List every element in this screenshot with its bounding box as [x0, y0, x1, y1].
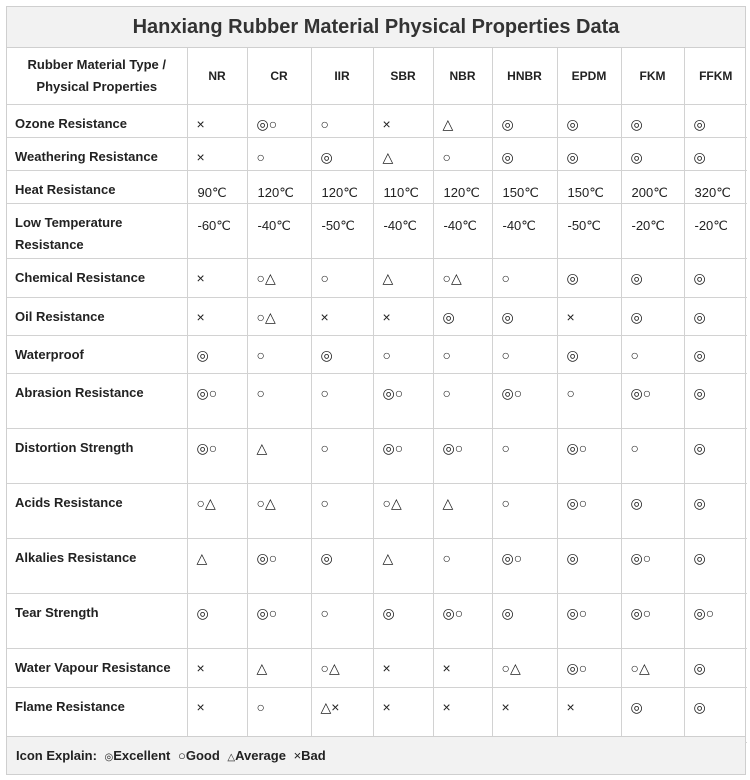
rating-cell: ○	[492, 483, 557, 538]
rating-cell: ○	[492, 428, 557, 483]
rating-cell: ×	[187, 297, 247, 335]
rating-cell: ◎	[684, 258, 747, 297]
material-header: NBR	[433, 48, 492, 104]
rating-cell: ◎	[373, 593, 433, 648]
table-row	[7, 137, 747, 170]
properties-table-card	[6, 6, 746, 775]
rating-cell: ◎	[433, 297, 492, 335]
table-row	[7, 483, 747, 538]
property-label: Waterproof	[7, 335, 187, 373]
rating-cell: ◎	[684, 483, 747, 538]
rating-cell: ○	[311, 483, 373, 538]
rating-cell: ◎○	[187, 428, 247, 483]
rating-cell: ◎	[492, 104, 557, 137]
rating-cell: ×	[557, 687, 621, 742]
rating-cell: ◎	[684, 648, 747, 687]
property-label: Alkalies Resistance	[7, 538, 187, 593]
rating-cell: ×	[187, 687, 247, 742]
rating-cell: ◎	[684, 687, 747, 742]
rating-cell: ○	[311, 373, 373, 428]
rating-cell: ◎○	[621, 538, 684, 593]
rating-cell: ○	[311, 428, 373, 483]
legend-bad: ×Bad	[293, 748, 326, 763]
rating-cell: ×	[187, 258, 247, 297]
rating-cell: ◎	[492, 297, 557, 335]
rating-cell: ◎○	[433, 593, 492, 648]
rating-cell: ◎○	[557, 593, 621, 648]
rating-cell: ×	[557, 297, 621, 335]
rating-cell: ◎○	[247, 593, 311, 648]
rating-cell: ◎	[684, 104, 747, 137]
property-label: Low Temperature Resistance	[7, 203, 187, 258]
rating-cell: △	[433, 104, 492, 137]
properties-table	[7, 48, 747, 743]
rating-cell: ◎	[621, 687, 684, 742]
table-row	[7, 428, 747, 483]
property-label: Water Vapour Resistance	[7, 648, 187, 687]
legend-excellent: ◎Excellent	[104, 748, 171, 763]
rating-cell: ×	[187, 137, 247, 170]
material-header: FKM	[621, 48, 684, 104]
rating-cell: 120℃	[311, 170, 373, 203]
legend-label: Icon Explain:	[16, 748, 97, 763]
table-row	[7, 648, 747, 687]
rating-cell: ×	[433, 687, 492, 742]
rating-cell: ◎	[492, 593, 557, 648]
rating-cell: ○△	[621, 648, 684, 687]
rating-cell: ◎	[684, 297, 747, 335]
rating-cell: ◎○	[247, 538, 311, 593]
property-label: Heat Resistance	[7, 170, 187, 203]
rating-cell: ○	[311, 258, 373, 297]
rating-cell: ○	[433, 538, 492, 593]
rating-cell: ×	[373, 648, 433, 687]
rating-cell: 120℃	[247, 170, 311, 203]
rating-cell: ◎	[684, 137, 747, 170]
good-icon: ○	[177, 748, 186, 763]
rating-cell: -40℃	[373, 203, 433, 258]
rating-cell: ○	[621, 335, 684, 373]
table-row	[7, 687, 747, 742]
rating-cell: ○	[247, 137, 311, 170]
rating-cell: ○	[433, 373, 492, 428]
rating-cell: ◎○	[621, 373, 684, 428]
rating-cell: ◎	[557, 258, 621, 297]
table-row	[7, 104, 747, 137]
property-label: Flame Resistance	[7, 687, 187, 742]
rating-cell: -40℃	[247, 203, 311, 258]
rating-cell: -20℃	[684, 203, 747, 258]
rating-cell: ○	[433, 137, 492, 170]
rating-cell: -40℃	[492, 203, 557, 258]
rating-cell: ○	[311, 104, 373, 137]
rating-cell: ×	[492, 687, 557, 742]
rating-cell: ×	[187, 104, 247, 137]
rating-cell: ○△	[187, 483, 247, 538]
rating-cell: ×	[187, 648, 247, 687]
rating-cell: ◎	[311, 538, 373, 593]
rating-cell: ◎	[621, 258, 684, 297]
rating-cell: ○	[247, 335, 311, 373]
rating-cell: ○	[311, 593, 373, 648]
table-row	[7, 297, 747, 335]
rating-cell: ○△	[311, 648, 373, 687]
excellent-icon: ◎	[104, 752, 114, 763]
rating-cell: ○△	[373, 483, 433, 538]
legend-good: ○Good	[177, 748, 220, 763]
rating-cell: ○	[557, 373, 621, 428]
rating-cell: ○	[621, 428, 684, 483]
rating-cell: ◎	[684, 335, 747, 373]
rating-cell: △	[373, 258, 433, 297]
material-header: FFKM	[684, 48, 747, 104]
bad-icon: ×	[293, 748, 302, 763]
rating-cell: ○	[492, 335, 557, 373]
rating-cell: ◎○	[433, 428, 492, 483]
rating-cell: ◎○	[492, 373, 557, 428]
rating-cell: ○△	[247, 258, 311, 297]
rating-cell: ×	[311, 297, 373, 335]
property-label: Weathering Resistance	[7, 137, 187, 170]
rating-cell: ○△	[247, 483, 311, 538]
rating-cell: ◎	[621, 137, 684, 170]
rating-cell: -20℃	[621, 203, 684, 258]
rating-cell: ○	[247, 687, 311, 742]
table-row	[7, 170, 747, 203]
rating-cell: ◎○	[557, 483, 621, 538]
rating-cell: ◎○	[187, 373, 247, 428]
rating-cell: 320℃	[684, 170, 747, 203]
rating-cell: ○	[247, 373, 311, 428]
material-header: EPDM	[557, 48, 621, 104]
header-row	[7, 48, 747, 104]
rating-cell: 110℃	[373, 170, 433, 203]
material-header: NR	[187, 48, 247, 104]
rating-cell: ○	[373, 335, 433, 373]
table-row	[7, 538, 747, 593]
rating-cell: -50℃	[557, 203, 621, 258]
material-header: SBR	[373, 48, 433, 104]
material-header: HNBR	[492, 48, 557, 104]
rating-cell: ◎	[311, 137, 373, 170]
rating-cell: ◎○	[557, 648, 621, 687]
rating-cell: ◎○	[373, 373, 433, 428]
rating-cell: ◎○	[373, 428, 433, 483]
table-row	[7, 335, 747, 373]
rating-cell: ◎	[557, 538, 621, 593]
rating-cell: △	[373, 137, 433, 170]
property-label: Ozone Resistance	[7, 104, 187, 137]
table-row	[7, 258, 747, 297]
rating-cell: △	[187, 538, 247, 593]
rating-cell: -40℃	[433, 203, 492, 258]
rating-cell: ◎	[621, 483, 684, 538]
rating-cell: △	[247, 648, 311, 687]
rating-cell: ◎	[684, 538, 747, 593]
table-title: Hanxiang Rubber Material Physical Properties Data	[7, 7, 745, 48]
rating-cell: ◎○	[492, 538, 557, 593]
table-row	[7, 593, 747, 648]
legend-average: △Average	[227, 748, 286, 763]
rating-cell: ◎	[557, 335, 621, 373]
rating-cell: ◎	[557, 104, 621, 137]
rating-cell: -50℃	[311, 203, 373, 258]
rating-cell: -60℃	[187, 203, 247, 258]
property-label: Chemical Resistance	[7, 258, 187, 297]
rating-cell: ×	[373, 104, 433, 137]
rating-cell: ◎	[557, 137, 621, 170]
rating-cell: ◎○	[684, 593, 747, 648]
rating-cell: △	[373, 538, 433, 593]
table-row	[7, 373, 747, 428]
rating-cell: 150℃	[557, 170, 621, 203]
rating-cell: ○	[433, 335, 492, 373]
rating-cell: ◎	[311, 335, 373, 373]
rating-cell: △	[247, 428, 311, 483]
rating-cell: ◎	[684, 428, 747, 483]
average-icon: △	[227, 752, 236, 763]
rating-cell: 90℃	[187, 170, 247, 203]
rating-cell: ○△	[433, 258, 492, 297]
rating-cell: ○△	[247, 297, 311, 335]
rating-cell: ◎	[684, 373, 747, 428]
rating-cell: ×	[433, 648, 492, 687]
rating-cell: ×	[373, 297, 433, 335]
property-label: Oil Resistance	[7, 297, 187, 335]
rating-cell: ◎	[621, 104, 684, 137]
rating-cell: △	[433, 483, 492, 538]
rating-cell: ◎	[621, 297, 684, 335]
header-label-cell: Rubber Material Type / Physical Properties	[7, 48, 187, 104]
table-row	[7, 203, 747, 258]
rating-cell: ◎○	[247, 104, 311, 137]
property-label: Tear Strength	[7, 593, 187, 648]
property-label: Distortion Strength	[7, 428, 187, 483]
material-header: IIR	[311, 48, 373, 104]
rating-cell: ◎○	[557, 428, 621, 483]
rating-cell: ◎	[187, 335, 247, 373]
rating-cell: 120℃	[433, 170, 492, 203]
property-label: Abrasion Resistance	[7, 373, 187, 428]
rating-cell: ◎	[187, 593, 247, 648]
rating-cell: 200℃	[621, 170, 684, 203]
rating-cell: ◎	[492, 137, 557, 170]
property-label: Acids Resistance	[7, 483, 187, 538]
rating-cell: ×	[373, 687, 433, 742]
rating-cell: △×	[311, 687, 373, 742]
rating-cell: ○△	[492, 648, 557, 687]
icon-legend	[7, 736, 745, 774]
material-header: CR	[247, 48, 311, 104]
rating-cell: 150℃	[492, 170, 557, 203]
rating-cell: ○	[492, 258, 557, 297]
rating-cell: ◎○	[621, 593, 684, 648]
